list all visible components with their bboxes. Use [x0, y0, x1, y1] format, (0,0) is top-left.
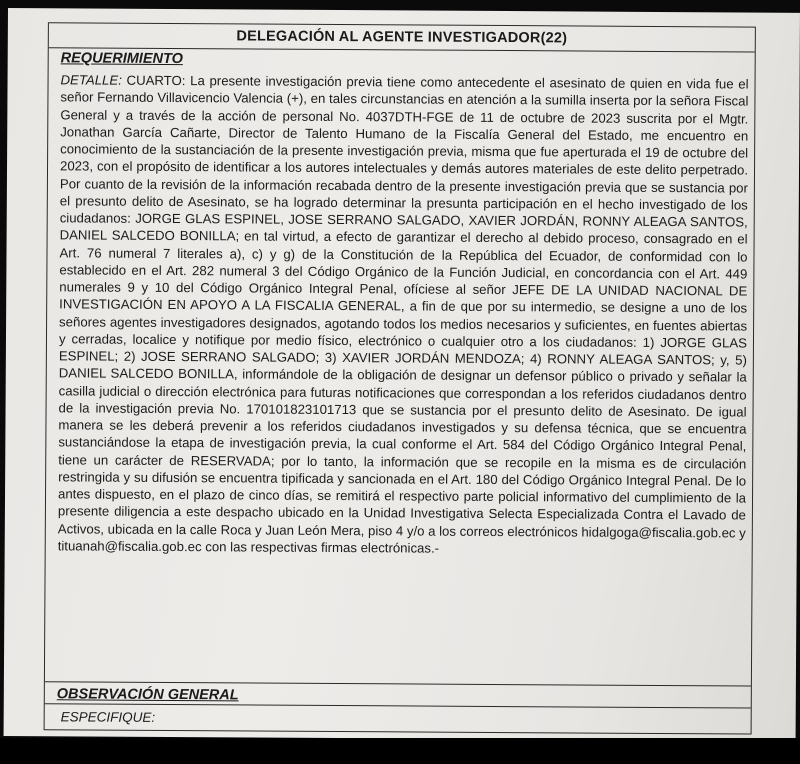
- especifique-field: [45, 703, 751, 733]
- detail-text: CUARTO: La presente investigación previa tiene como antecedente el asesinato de quien en vida fue el señor Fernando Villavicencio Valencia (+), en tales circunstancias en atención a la sumilla inserta por la señora Fiscal General y a través de la acción de personal No. 4037DTH-FGE de 11 de octubre de 2023 suscrita por el Mgtr. Jonathan García Cañarte, Director de Talento Humano de la Fiscalía General del Estado, me encuentro en conocimiento de la sustanciación de la presente investigación previa, misma que fue aperturada el 19 de octubre del 2023, con el propósito de identificar a los autores intelectuales y demás autores materiales de este delito perpetrado. Por cuanto de la revisión de la información recabada dentro de la presente investigación previa que se sustancia por el presunto delito de Asesinato, se ha logrado determinar la presunta participación en el hecho investigado de los ciudadanos: JORGE GLAS ESPINEL, JOSE SERRANO SALGADO, XAVIER JORDÁN, RONNY ALEAGA SANTOS, DANIEL SALCEDO BONILLA; en tal virtud, a efecto de garantizar el derecho al debido proceso, consagrado en el Art. 76 numeral 7 literales a), c) y g) de la Constitución de la República del Ecuador, de conformidad con lo establecido en el Art. 282 numeral 3 del Código Orgánico de la Función Judicial, en concordancia con el Art. 449 numerales 9 y 10 del Código Orgánico Integral Penal, ofíciese al señor JEFE DE LA UNIDAD NACIONAL DE INVESTIGACIÓN EN APOYO A LA FISCALIA GENERAL, a fin de que por su intermedio, se designe a uno de los señores agentes investigadores designados, agotando todos los medios necesarios y suficientes, en fuentes abiertas y cerradas, localice y notifique por medio físico, electrónico o cualquier otro a los ciudadanos: 1) JORGE GLAS ESPINEL; 2) JOSE SERRANO SALGADO; 3) XAVIER JORDÁN MENDOZA; 4) RONNY ALEAGA SANTOS; y, 5) DANIEL SALCEDO BONILLA, informándole de la obligación de designar un defensor público o privado y señalar la casilla judicial o dirección electrónica para futuras notificaciones que correspondan a los referidos ciudadanos dentro de la investigación previa No. 170101823101713 que se sustancia por el presunto delito de Asesinato. De igual manera se les deberá prevenir a los referidos ciudadanos investigados y su defensa técnica, que se encuentra sustanciándose la etapa de investigación previa, la cual conforme el Art. 584 del Código Orgánico Integral Penal, tiene un carácter de RESERVADA; por lo tanto, la información que se recopile en la misma es de circulación restringida y su difusión se encuentra tipificada y sancionada en el Art. 180 del Código Orgánico Integral Penal. De lo antes dispuesto, en el plazo de cinco días, se remitirá el respectivo parte policial informativo del cumplimiento de la presente diligencia a este despacho ubicado en la Unidad Investigativa Selecta Especializada Contra el Lavado de Activos, ubicada en la calle Roca y Juan León Mera, piso 4 y/o a los correos electrónicos hidalgoga@fiscalia.gob.ec y tituanah@fiscalia.gob.ec con las respectivas firmas electrónicas.-: [57, 72, 749, 556]
- paper-sheet: [4, 8, 800, 741]
- detail-block: [45, 68, 755, 685]
- observacion-general-heading: OBSERVACIÓN GENERAL: [45, 681, 751, 707]
- detail-label: DETALLE:: [60, 72, 127, 88]
- form-title: DELEGACIÓN AL AGENTE INVESTIGADOR(22): [49, 23, 755, 52]
- delegation-form: [44, 22, 756, 734]
- especifique-label: ESPECIFIQUE:: [60, 709, 156, 725]
- requerimiento-heading: REQUERIMIENTO: [60, 50, 183, 68]
- photo-bottom-edge: [0, 738, 800, 764]
